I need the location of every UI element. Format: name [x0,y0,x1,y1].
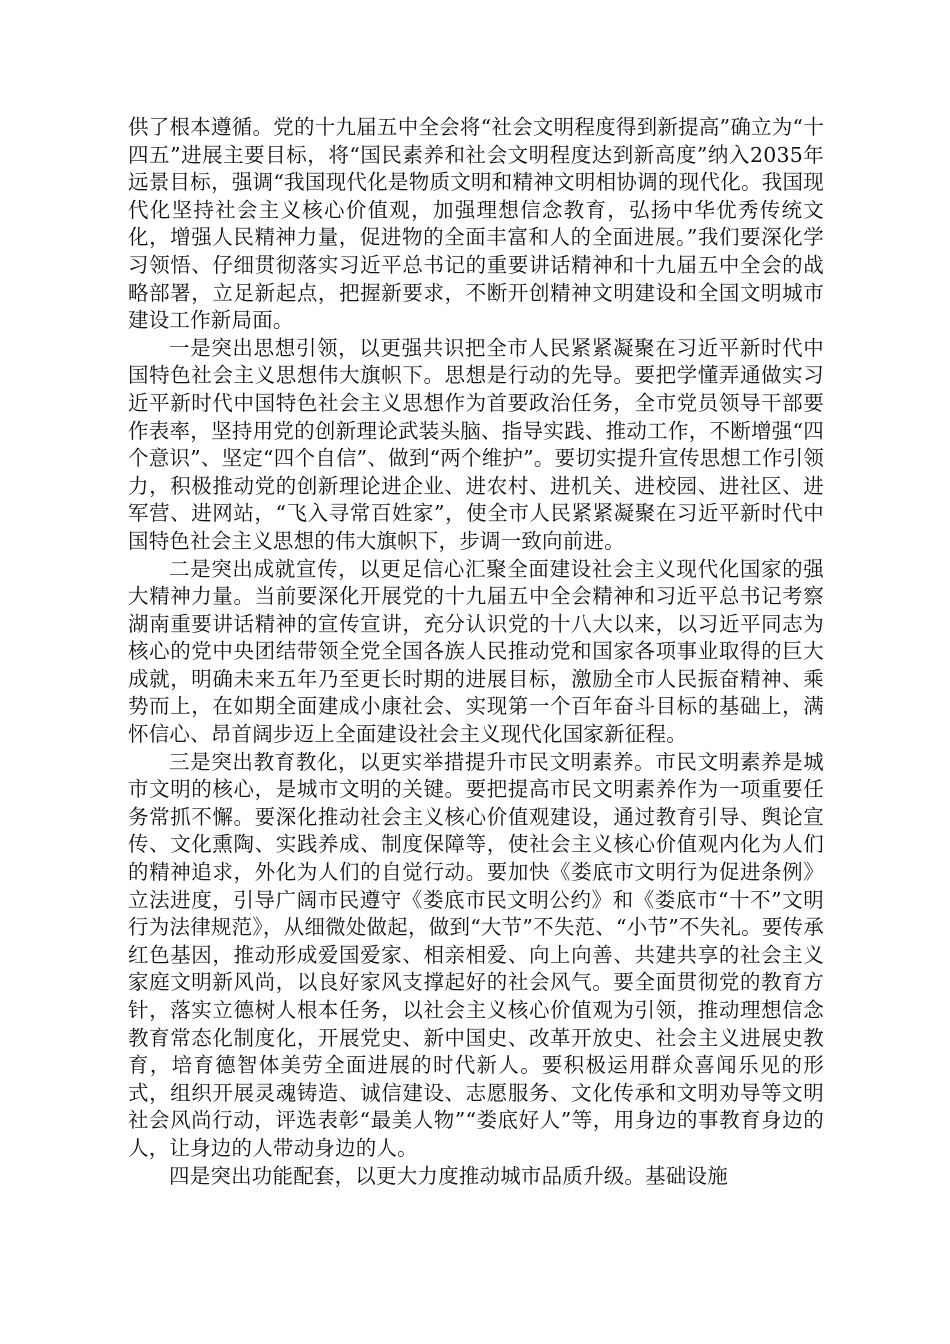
paragraph-education: 三是突出教育教化，以更实举措提升市民文明素养。市民文明素养是城市文明的核心，是城市文明的关键。要把提高市民文明素养作为一项重要任务常抓不懈。要深化推动社会主义核心价值观建设，通过教育引导、舆论宣传、文化熏陶、实践养成、制度保障等，使社会主义核心价值观内化为人们的精神追求，外化为人们的自觉行动。要加快《娄底市文明行为促进条例》立法进度，引导广阔市民遵守《娄底市民文明公约》和《娄底市“十不”文明行为法律规范》，从细微处做起，做到“大节”不失范、“小节”不失礼。要传承红色基因，推动形成爱国爱家、相亲相爱、向上向善、共建共享的社会主义家庭文明新风尚，以良好家风支撑起好的社会风气。要全面贯彻党的教育方针，落实立德树人根本任务，以社会主义核心价值观为引领，推动理想信念教育常态化制度化，开展党史、新中国史、改革开放史、社会主义进展史教育，培育德智体美劳全面进展的时代新人。要积极运用群众喜闻乐见的形式，组织开展灵魂铸造、诚信建设、志愿服务、文化传承和文明劝导等文明社会风尚行动，评选表彰“最美人物”“娄底好人”等，用身边的事教育身边的人，让身边的人带动身边的人。 [128,749,824,1160]
paragraph-continuation: 供了根本遵循。党的十九届五中全会将“社会文明程度得到新提高”确立为“十四五”进展主要目标，将“国民素养和社会文明程度达到新高度”纳入2035年远景目标，强调“我国现代化是物质文明和精神文明相协调的现代化。我国现代化坚持社会主义核心价值观，加强理想信念教育，弘扬中华优秀传统文化，增强人民精神力量，促进物的全面丰富和人的全面进展。”我们要深化学习领悟、仔细贯彻落实习近平总书记的重要讲话精神和十九届五中全会的战略部署，立足新起点，把握新要求，不断开创精神文明建设和全国文明城市建设工作新局面。 [128,115,824,333]
paragraph-achievement-publicity: 二是突出成就宣传，以更足信心汇聚全面建设社会主义现代化国家的强大精神力量。当前要深化开展党的十九届五中全会精神和习近平总书记考察湖南重要讲话精神的宣传宣讲，充分认识党的十八大以来，以习近平同志为核心的党中央团结带领全党全国各族人民推动党和国家各项事业取得的巨大成就，明确未来五年乃至更长时期的进展目标，激励全市人民振奋精神、乘势而上，在如期全面建成小康社会、实现第一个百年奋斗目标的基础上，满怀信心、昂首阔步迈上全面建设社会主义现代化国家新征程。 [128,556,824,747]
paragraph-function-support: 四是突出功能配套，以更大力度推动城市品质升级。基础设施 [169,1163,728,1188]
paragraph-thought-leadership: 一是突出思想引领，以更强共识把全市人民紧紧凝聚在习近平新时代中国特色社会主义思想伟大旗帜下。思想是行动的先导。要把学懂弄通做实习近平新时代中国特色社会主义思想作为首要政治任务，全市党员领导干部要作表率，坚持用党的创新理论武装头脑、指导实践、推动工作，不断增强“四个意识”、坚定“四个自信”、做到“两个维护”。要切实提升宣传思想工作引领力，积极推动党的创新理论进企业、进农村、进机关、进校园、进社区、进军营、进网站，“飞入寻常百姓家”，使全市人民紧紧凝聚在习近平新时代中国特色社会主义思想的伟大旗帜下，步调一致向前进。 [128,335,824,553]
document-body [128,114,824,1190]
